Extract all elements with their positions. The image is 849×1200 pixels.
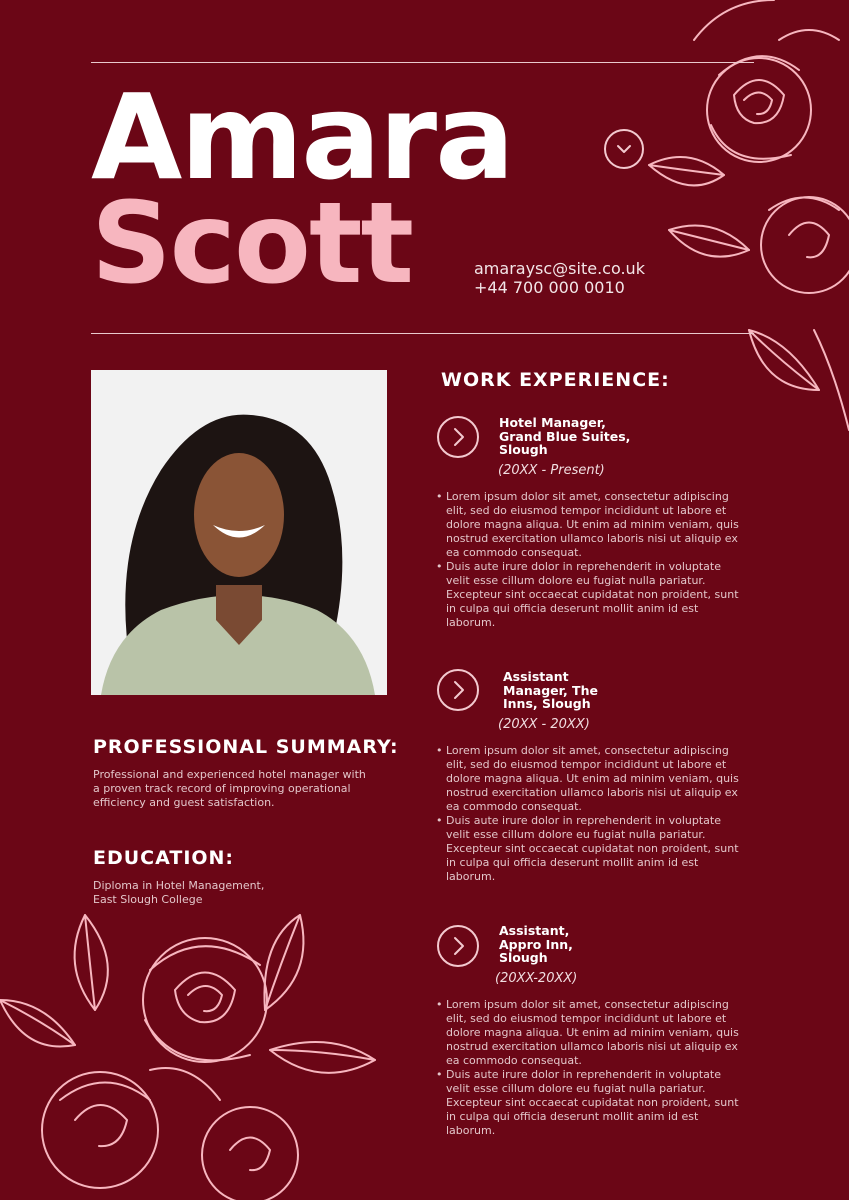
first-name: Amara	[91, 68, 513, 206]
list-item: • Lorem ipsum dolor sit amet, consectetur adipiscing elit, sed do eiusmod tempor incididunt ut labore et dolore magna aliqua. Ut enim ad minim veniam, quis nostrud exercitation ullamco laboris nisi ut aliquip ex ea commodo consequat.	[436, 744, 746, 814]
work-heading: WORK EXPERIENCE:	[441, 369, 670, 391]
chevron-down-icon	[615, 140, 633, 158]
job-3-arrow-button[interactable]	[437, 925, 479, 967]
job-2-arrow-button[interactable]	[437, 669, 479, 711]
chevron-right-icon	[451, 680, 467, 700]
chevron-right-icon	[451, 936, 467, 956]
rose-illustration-bottom	[0, 910, 380, 1200]
chevron-right-icon	[451, 427, 467, 447]
contact-info	[474, 259, 645, 297]
job-2-title: Assistant Manager, The Inns, Slough	[503, 669, 598, 711]
middle-divider	[91, 333, 754, 334]
job-1-arrow-button[interactable]	[437, 416, 479, 458]
list-item: • Duis aute irure dolor in reprehenderit in voluptate velit esse cillum dolore eu fugiat nulla pariatur. Excepteur sint occaecat cupidatat non proident, sunt in culpa qui officia deserunt mollit anim id est laborum.	[436, 560, 746, 630]
job-2-bullets	[436, 744, 746, 884]
job-2-dates: (20XX - 20XX)	[498, 717, 590, 732]
list-item: • Duis aute irure dolor in reprehenderit in voluptate velit esse cillum dolore eu fugiat nulla pariatur. Excepteur sint occaecat cupidatat non proident, sunt in culpa qui officia deserunt mollit anim id est laborum.	[436, 814, 746, 884]
summary-heading: PROFESSIONAL SUMMARY:	[93, 736, 399, 758]
job-3-bullets	[436, 998, 746, 1138]
education-text	[93, 879, 373, 907]
job-3-title: Assistant, Appro Inn, Slough	[499, 923, 573, 965]
email[interactable]: amaraysc@site.co.uk	[474, 259, 645, 278]
scroll-down-button[interactable]	[604, 129, 644, 169]
last-name: Scott	[91, 179, 413, 309]
list-item: • Lorem ipsum dolor sit amet, consectetur adipiscing elit, sed do eiusmod tempor incididunt ut labore et dolore magna aliqua. Ut enim ad minim veniam, quis nostrud exercitation ullamco laboris nisi ut aliquip ex ea commodo consequat.	[436, 998, 746, 1068]
profile-photo	[91, 370, 387, 695]
summary-text: Professional and experienced hotel manager with a proven track record of improving operational efficiency and guest satisfaction.	[93, 768, 366, 809]
rose-illustration-top	[639, 0, 849, 440]
job-1-dates: (20XX - Present)	[498, 463, 605, 478]
phone[interactable]: +44 700 000 0010	[474, 278, 625, 297]
job-1-bullets	[436, 490, 746, 630]
job-3-dates: (20XX-20XX)	[495, 971, 578, 986]
list-item: • Lorem ipsum dolor sit amet, consectetur adipiscing elit, sed do eiusmod tempor incididunt ut labore et dolore magna aliqua. Ut enim ad minim veniam, quis nostrud exercitation ullamco laboris nisi ut aliquip ex ea commodo consequat.	[436, 490, 746, 560]
education-school: East Slough College	[93, 893, 203, 906]
education-heading: EDUCATION:	[93, 847, 235, 869]
education-degree: Diploma in Hotel Management,	[93, 879, 265, 892]
top-divider	[91, 62, 754, 63]
list-item: • Duis aute irure dolor in reprehenderit in voluptate velit esse cillum dolore eu fugiat nulla pariatur. Excepteur sint occaecat cupidatat non proident, sunt in culpa qui officia deserunt mollit anim id est laborum.	[436, 1068, 746, 1138]
job-1-title: Hotel Manager, Grand Blue Suites, Slough	[499, 415, 631, 457]
